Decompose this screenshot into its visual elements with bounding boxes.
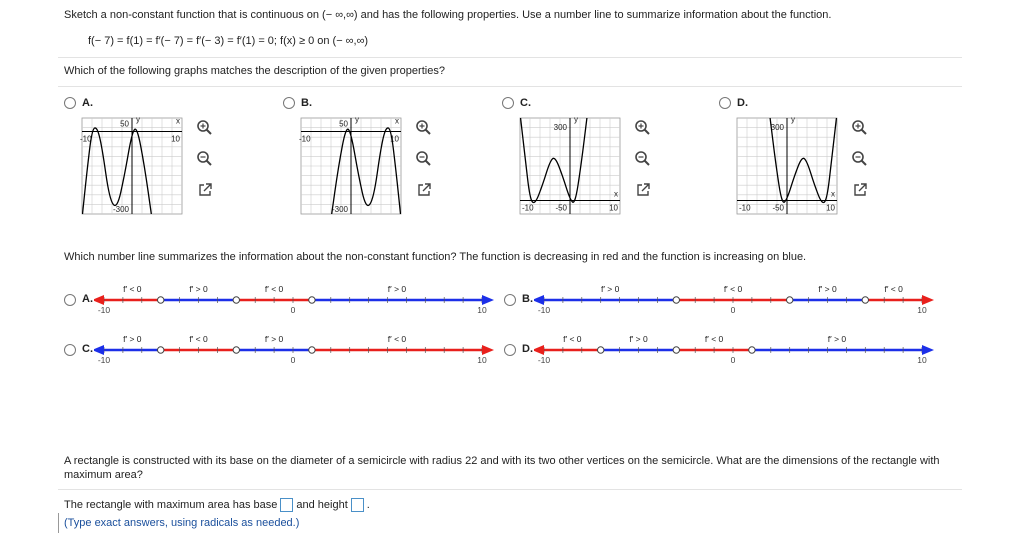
y-max-label: 300 [553,123,567,132]
derivative-sign-label: f′ > 0 [629,334,648,344]
x-min-label: -10 [739,203,751,213]
critical-point [787,297,793,303]
derivative-sign-label: f′ > 0 [600,284,620,294]
graph-option-radio-2[interactable] [283,97,295,109]
zoom-out-icon[interactable] [195,149,215,169]
popout-icon[interactable] [850,180,870,200]
numberline-option-radio-2[interactable] [504,294,516,306]
left-arrow-icon [534,345,544,355]
x-min-label: -10 [299,134,311,144]
divider [58,489,962,490]
graph-option-plot[interactable] [510,112,650,222]
numberline-option-label: B. [522,293,533,305]
x-min-label: -10 [522,203,534,213]
critical-point [233,347,239,353]
graph-option-label: D. [737,97,748,109]
right-arrow-icon [922,345,934,355]
critical-point [673,297,679,303]
number-line[interactable] [534,278,974,328]
left-arrow-icon [94,345,104,355]
x-max-label: 10 [171,134,180,144]
critical-point [158,347,164,353]
answer-end: . [366,499,370,511]
critical-point [158,297,164,303]
numberline-option-radio-3[interactable] [64,344,76,356]
derivative-sign-label: f′ < 0 [387,334,407,344]
derivative-sign-label: f′ > 0 [123,334,142,344]
derivative-sign-label: f′ < 0 [123,284,142,294]
right-arrow-icon [482,295,494,305]
derivative-sign-label: f′ > 0 [818,284,837,294]
base-answer-input[interactable] [280,498,293,512]
y-max-label: 50 [339,119,348,129]
derivative-sign-label: f′ > 0 [189,284,208,294]
graph-option-radio-1[interactable] [64,97,76,109]
axis-max-label: 10 [477,355,487,365]
derivative-sign-label: f′ < 0 [884,284,903,294]
axis-min-label: -10 [97,305,111,315]
height-answer-input[interactable] [351,498,364,512]
popout-icon[interactable] [414,180,434,200]
derivative-sign-label: f′ < 0 [189,334,208,344]
x-axis-label: x [395,116,399,126]
axis-zero-label: 0 [730,305,736,315]
right-arrow-icon [482,345,494,355]
x-axis-label: x [831,189,835,199]
number-line[interactable] [534,328,974,378]
graph-option-label: A. [82,97,93,109]
graph-option-radio-3[interactable] [502,97,514,109]
axis-min-label: -10 [97,355,111,365]
number-line[interactable] [94,278,534,328]
x-max-label: 10 [609,203,618,213]
axis-max-label: 10 [917,355,927,365]
y-axis-label: y [574,115,578,124]
left-arrow-icon [94,295,104,305]
x-max-label: 10 [390,134,399,144]
popout-icon[interactable] [195,180,215,200]
y-min-label: -50 [772,203,784,213]
q2-answer-line [64,498,370,512]
y-max-label: 300 [770,123,784,132]
numberline-option-label: C. [82,343,93,355]
critical-point [673,347,679,353]
numberline-option-radio-4[interactable] [504,344,516,356]
x-axis-label: x [176,116,180,126]
left-arrow-icon [534,295,544,305]
derivative-sign-label: f′ < 0 [723,284,743,294]
y-min-label: -300 [331,205,348,214]
q1-conditions: f(− 7) = f(1) = f′(− 7) = f′(− 3) = f′(1) = 0; f(x) ≥ 0 on (− ∞,∞) [88,35,369,47]
y-axis-label: y [136,115,140,124]
numberline-option-label: D. [522,343,533,355]
derivative-sign-label: f′ < 0 [704,334,724,344]
x-max-label: 10 [826,203,835,213]
divider [58,57,962,58]
derivative-sign-label: f′ > 0 [827,334,847,344]
zoom-in-icon[interactable] [414,118,434,138]
axis-zero-label: 0 [290,355,296,365]
zoom-out-icon[interactable] [850,149,870,169]
y-min-label: -50 [555,203,567,213]
y-axis-label: y [791,115,795,124]
divider [58,86,962,87]
axis-min-label: -10 [537,305,551,315]
answer-mid: and height [296,499,348,511]
graph-option-label: C. [520,97,531,109]
number-line[interactable] [94,328,534,378]
note-bar [58,513,59,533]
critical-point [309,347,315,353]
answer-prefix: The rectangle with maximum area has base [64,499,278,511]
axis-zero-label: 0 [290,305,296,315]
y-axis-label: y [355,115,359,124]
zoom-out-icon[interactable] [633,149,653,169]
y-min-label: -300 [112,205,129,214]
x-min-label: -10 [80,134,92,144]
zoom-out-icon[interactable] [414,149,434,169]
graph-option-plot[interactable] [727,112,867,222]
numberline-prompt: Which number line summarizes the information about the non-constant function? The function is decreasing in red and the function is increasing on blue. [64,251,807,263]
critical-point [309,297,315,303]
y-max-label: 50 [120,119,129,129]
graph-option-plot[interactable] [72,112,212,222]
derivative-sign-label: f′ < 0 [563,334,582,344]
axis-max-label: 10 [477,305,487,315]
graph-option-label: B. [301,97,312,109]
q1-prompt: Sketch a non-constant function that is continuous on (− ∞,∞) and has the following properties. Use a number line to summarize information about the function. [64,9,832,21]
derivative-sign-label: f′ > 0 [387,284,407,294]
answer-format-note: (Type exact answers, using radicals as needed.) [64,517,300,529]
axis-min-label: -10 [537,355,551,365]
derivative-sign-label: f′ < 0 [264,284,284,294]
axis-zero-label: 0 [730,355,736,365]
axis-max-label: 10 [917,305,927,315]
critical-point [862,297,868,303]
x-axis-label: x [614,189,618,199]
popout-icon[interactable] [633,180,653,200]
derivative-sign-label: f′ > 0 [264,334,284,344]
critical-point [598,347,604,353]
numberline-option-label: A. [82,293,93,305]
right-arrow-icon [922,295,934,305]
critical-point [749,347,755,353]
zoom-in-icon[interactable] [850,118,870,138]
q1-subquestion: Which of the following graphs matches the description of the given properties? [64,65,445,77]
zoom-in-icon[interactable] [195,118,215,138]
q2-prompt: A rectangle is constructed with its base on the diameter of a semicircle with radius 22 and with its two other vertices on the semicircle. What are the dimensions of the rectangle with maximum area? [64,455,940,481]
graph-option-radio-4[interactable] [719,97,731,109]
numberline-option-radio-1[interactable] [64,294,76,306]
graph-option-plot[interactable] [291,112,431,222]
critical-point [233,297,239,303]
zoom-in-icon[interactable] [633,118,653,138]
